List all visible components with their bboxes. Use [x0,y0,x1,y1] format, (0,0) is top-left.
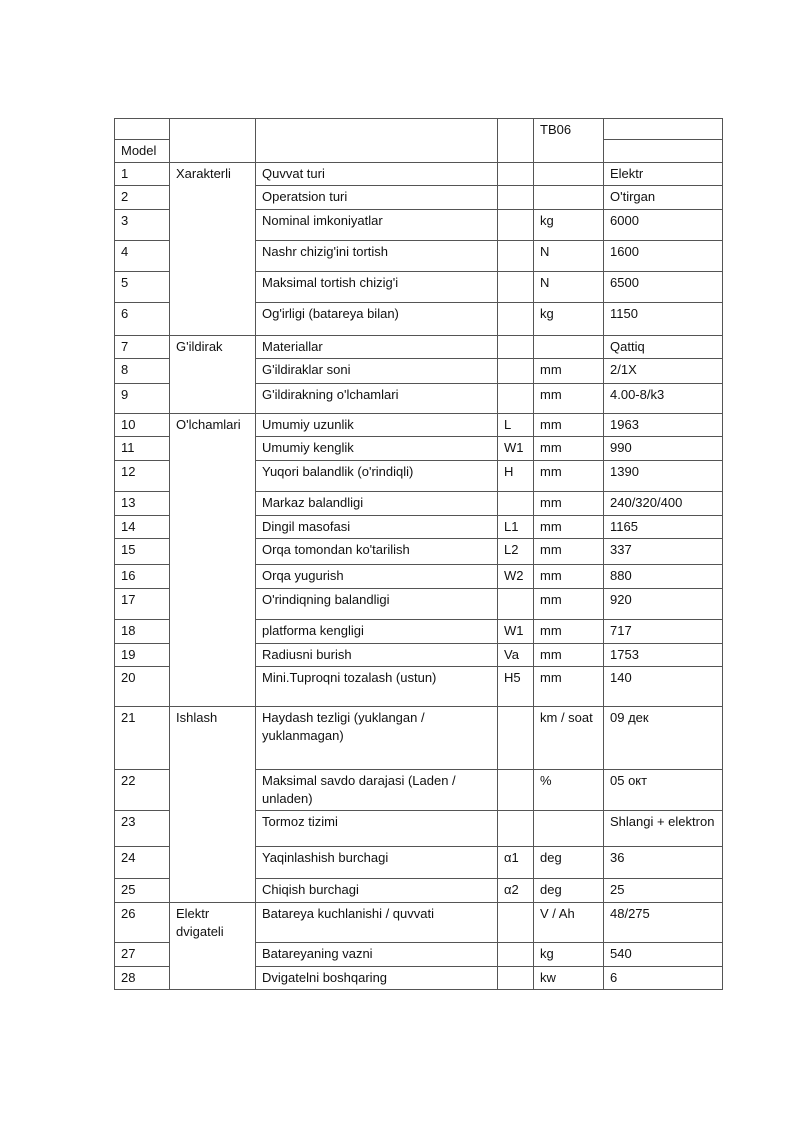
parameter-value: Qattiq [604,336,723,359]
parameter-value: 09 дек [604,707,723,770]
row-number: 8 [115,359,170,384]
parameter-unit: N [534,241,604,272]
parameter-unit: mm [534,620,604,644]
parameter-name: Orqa yugurish [256,565,498,589]
parameter-unit: km / soat [534,707,604,770]
row-number: 23 [115,811,170,847]
header-blank-cell [170,119,256,163]
row-number: 11 [115,437,170,461]
parameter-name: Orqa tomondan ko'tarilish [256,539,498,565]
parameter-value: 1600 [604,241,723,272]
parameter-symbol [498,163,534,186]
header-blank-cell [115,119,170,140]
parameter-value: Shlangi + elektron [604,811,723,847]
parameter-unit: N [534,272,604,303]
parameter-symbol: H [498,461,534,492]
parameter-name: Operatsion turi [256,186,498,210]
row-number: 15 [115,539,170,565]
parameter-value: 540 [604,943,723,967]
row-number: 18 [115,620,170,644]
parameter-unit: mm [534,589,604,620]
row-number: 17 [115,589,170,620]
parameter-unit: % [534,770,604,811]
row-number: 28 [115,967,170,990]
table-row [115,336,723,359]
row-number: 7 [115,336,170,359]
row-number: 5 [115,272,170,303]
parameter-value: 990 [604,437,723,461]
row-number: 27 [115,943,170,967]
parameter-unit: mm [534,359,604,384]
parameter-symbol: W1 [498,620,534,644]
parameter-name: Markaz balandligi [256,492,498,516]
parameter-name: Dingil masofasi [256,516,498,539]
parameter-symbol [498,186,534,210]
parameter-value: 48/275 [604,903,723,943]
parameter-unit: mm [534,516,604,539]
parameter-symbol: W2 [498,565,534,589]
row-number: 9 [115,384,170,414]
parameter-name: Haydash tezligi (yuklangan / yuklanmagan) [256,707,498,770]
parameter-unit: mm [534,539,604,565]
parameter-name: G'ildirakning o'lchamlari [256,384,498,414]
group-label: O'lchamlari [170,414,256,707]
table-row [115,163,723,186]
parameter-value: 1165 [604,516,723,539]
parameter-value: 140 [604,667,723,707]
parameter-symbol: L2 [498,539,534,565]
parameter-unit: mm [534,644,604,667]
parameter-name: Nashr chizig'ini tortish [256,241,498,272]
parameter-symbol [498,210,534,241]
row-number: 2 [115,186,170,210]
parameter-unit: deg [534,847,604,879]
row-number: 24 [115,847,170,879]
parameter-symbol [498,707,534,770]
parameter-value: 6 [604,967,723,990]
header-blank-cell [604,140,723,163]
parameter-name: Quvvat turi [256,163,498,186]
row-number: 14 [115,516,170,539]
parameter-name: Maksimal savdo darajasi (Laden / unladen) [256,770,498,811]
parameter-unit: mm [534,384,604,414]
parameter-value: 880 [604,565,723,589]
row-number: 16 [115,565,170,589]
parameter-unit: kg [534,210,604,241]
row-number: 19 [115,644,170,667]
parameter-value: 920 [604,589,723,620]
group-label: Xarakterli [170,163,256,336]
row-number: 4 [115,241,170,272]
parameter-name: Nominal imkoniyatlar [256,210,498,241]
header-blank-cell [256,119,498,163]
parameter-symbol [498,943,534,967]
parameter-symbol [498,336,534,359]
row-number: 6 [115,303,170,336]
parameter-value: 1390 [604,461,723,492]
parameter-name: O'rindiqning balandligi [256,589,498,620]
row-number: 1 [115,163,170,186]
parameter-name: Umumiy uzunlik [256,414,498,437]
parameter-symbol: H5 [498,667,534,707]
group-label: G'ildirak [170,336,256,414]
header-blank-cell [604,119,723,140]
parameter-value: 6500 [604,272,723,303]
parameter-symbol [498,359,534,384]
parameter-name: Chiqish burchagi [256,879,498,903]
parameter-symbol [498,811,534,847]
parameter-value: 05 окт [604,770,723,811]
parameter-name: Radiusni burish [256,644,498,667]
parameter-name: Mini.Tuproqni tozalash (ustun) [256,667,498,707]
row-number: 26 [115,903,170,943]
parameter-value: 717 [604,620,723,644]
parameter-value: 6000 [604,210,723,241]
parameter-name: Materiallar [256,336,498,359]
model-value: TB06 [534,119,604,163]
group-label: Ishlash [170,707,256,903]
parameter-symbol [498,241,534,272]
row-number: 13 [115,492,170,516]
parameter-value: 337 [604,539,723,565]
parameter-symbol [498,770,534,811]
parameter-name: platforma kengligi [256,620,498,644]
row-number: 10 [115,414,170,437]
parameter-value: 4.00-8/k3 [604,384,723,414]
row-number: 3 [115,210,170,241]
table-row [115,707,723,770]
parameter-name: Tormoz tizimi [256,811,498,847]
parameter-symbol: L1 [498,516,534,539]
parameter-symbol [498,967,534,990]
row-number: 22 [115,770,170,811]
parameter-value: Elektr [604,163,723,186]
parameter-unit [534,163,604,186]
parameter-value: 25 [604,879,723,903]
parameter-unit: deg [534,879,604,903]
parameter-symbol: α1 [498,847,534,879]
group-label: Elektr dvigateli [170,903,256,990]
table-row [115,903,723,943]
parameter-value: 1963 [604,414,723,437]
parameter-value: 36 [604,847,723,879]
parameter-unit: mm [534,565,604,589]
parameter-symbol [498,903,534,943]
parameter-name: Yaqinlashish burchagi [256,847,498,879]
parameter-unit: kg [534,303,604,336]
parameter-symbol: α2 [498,879,534,903]
parameter-unit: mm [534,461,604,492]
parameter-symbol: W1 [498,437,534,461]
parameter-symbol [498,384,534,414]
spec-table [114,118,723,990]
table-row [115,414,723,437]
parameter-name: Umumiy kenglik [256,437,498,461]
parameter-name: Batareyaning vazni [256,943,498,967]
parameter-symbol [498,492,534,516]
parameter-name: Dvigatelni boshqaring [256,967,498,990]
parameter-unit: mm [534,667,604,707]
row-number: 25 [115,879,170,903]
parameter-unit: V / Ah [534,903,604,943]
parameter-symbol [498,589,534,620]
parameter-value: 1150 [604,303,723,336]
parameter-unit: mm [534,414,604,437]
parameter-symbol: Va [498,644,534,667]
parameter-unit: mm [534,437,604,461]
parameter-name: Maksimal tortish chizig'i [256,272,498,303]
row-number: 20 [115,667,170,707]
spec-table-body [115,119,723,990]
parameter-name: Og'irligi (batareya bilan) [256,303,498,336]
header-blank-cell [498,119,534,163]
parameter-value: 1753 [604,644,723,667]
parameter-unit [534,811,604,847]
parameter-symbol [498,272,534,303]
parameter-name: Yuqori balandlik (o'rindiqli) [256,461,498,492]
model-label: Model [115,140,170,163]
row-number: 21 [115,707,170,770]
parameter-symbol [498,303,534,336]
parameter-value: 240/320/400 [604,492,723,516]
parameter-symbol: L [498,414,534,437]
parameter-value: O'tirgan [604,186,723,210]
parameter-unit: kw [534,967,604,990]
parameter-name: Batareya kuchlanishi / quvvati [256,903,498,943]
parameter-unit [534,186,604,210]
parameter-unit: kg [534,943,604,967]
header-row-top [115,119,723,140]
parameter-unit: mm [534,492,604,516]
parameter-name: G'ildiraklar soni [256,359,498,384]
parameter-value: 2/1X [604,359,723,384]
parameter-unit [534,336,604,359]
row-number: 12 [115,461,170,492]
